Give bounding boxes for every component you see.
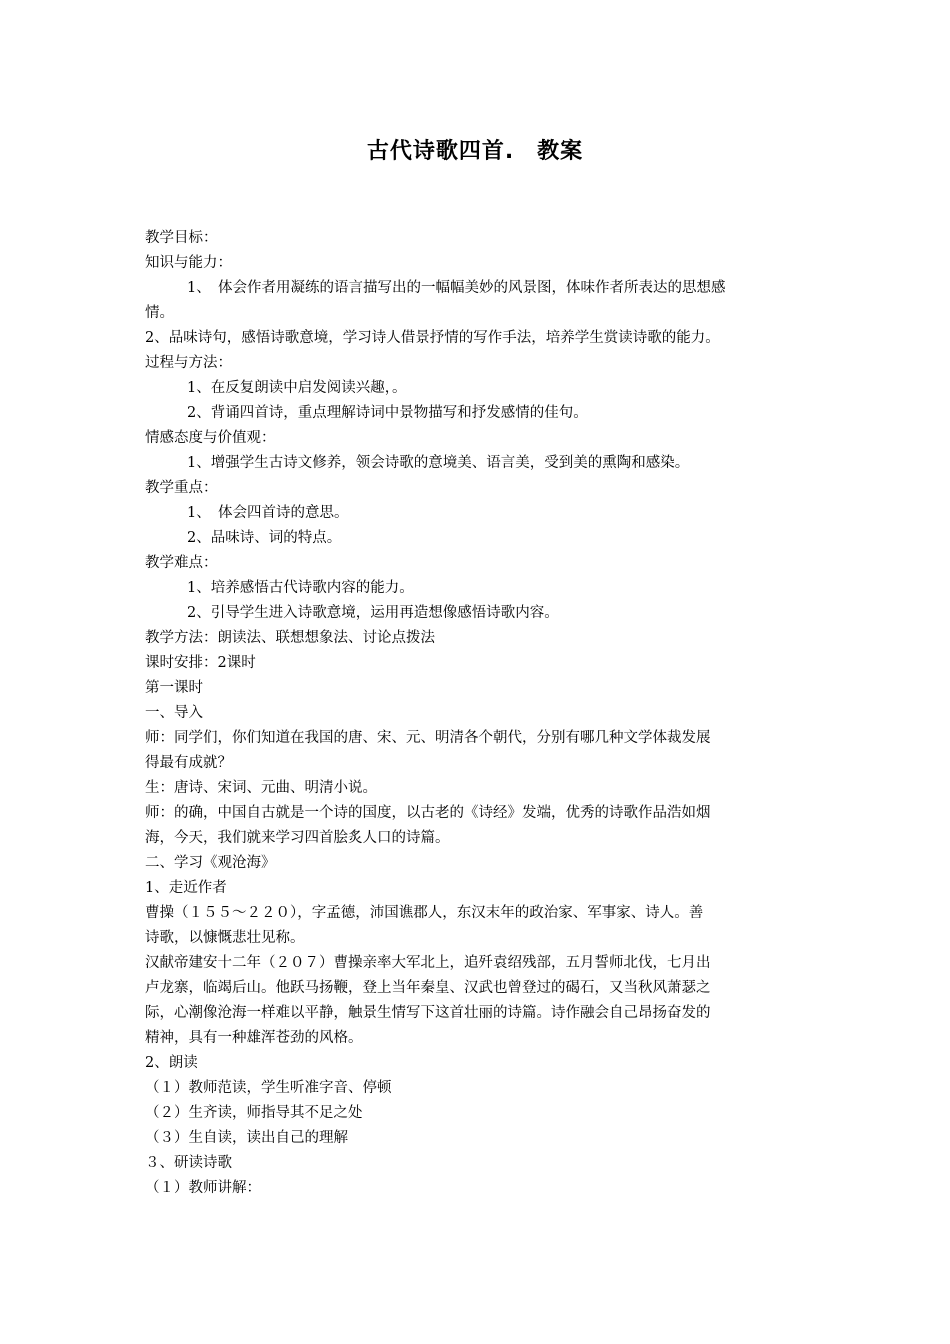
text-line: 际，心潮像沧海一样难以平静，触景生情写下这首壮丽的诗篇。诗作融会自己昂扬奋发的 [145,1005,711,1021]
text-line: 1、走近作者 [145,880,227,896]
text-line: 一、导入 [145,705,203,721]
text-line: 课时安排：2课时 [145,655,256,671]
text-line: （３）生自读，读出自己的理解 [145,1130,348,1146]
page-title: 古代诗歌四首. 教案 [366,139,584,164]
text-line: 情。 [145,305,174,321]
text-line: 生：唐诗、宋词、元曲、明清小说。 [145,780,377,796]
text-line: 教学目标： [145,230,218,246]
text-line: 师：同学们，你们知道在我国的唐、宋、元、明清各个朝代，分别有哪几种文学体裁发展 [145,730,711,746]
text-line: 海，今天，我们就来学习四首脍炙人口的诗篇。 [145,830,450,846]
text-line: 教学难点： [145,555,218,571]
text-line: 精神，具有一种雄浑苍劲的风格。 [145,1030,363,1046]
text-line: 卢龙寨，临竭后山。他跃马扬鞭，登上当年秦皇、汉武也曾登过的碣石，又当秋风萧瑟之 [145,980,711,996]
text-line: 1、增强学生古诗文修养，领会诗歌的意境美、语言美，受到美的熏陶和感染。 [187,455,690,471]
text-line: （２）生齐读，师指导其不足之处 [145,1105,363,1121]
text-line: 教学方法：朗读法、联想想象法、讨论点拨法 [145,630,435,646]
text-line: 教学重点： [145,480,218,496]
text-line: 1、在反复朗读中启发阅读兴趣，。 [187,380,407,396]
text-line: 情感态度与价值观： [145,430,276,446]
text-line: 诗歌，以慷慨悲壮见称。 [145,930,305,946]
text-line: 过程与方法： [145,355,232,371]
text-line: 二、学习《观沧海》 [145,855,276,871]
text-line: 师：的确，中国自古就是一个诗的国度，以古老的《诗经》发端，优秀的诗歌作品浩如烟 [145,805,711,821]
text-line: 1、 体会作者用凝练的语言描写出的一幅幅美妙的风景图，体味作者所表达的思想感 [187,280,726,296]
text-line: 1、 体会四首诗的意思。 [187,505,349,521]
text-line: 得最有成就？ [145,755,232,771]
text-line: 1、培养感悟古代诗歌内容的能力。 [187,580,414,596]
text-line: 2、品味诗句，感悟诗歌意境，学习诗人借景抒情的写作手法，培养学生赏读诗歌的能力。 [145,330,720,346]
text-line: 汉献帝建安十二年（２０７）曹操亲率大军北上，追歼袁绍残部，五月誓师北伐，七月出 [145,955,711,971]
text-line: （１）教师讲解： [145,1180,261,1196]
text-line: 曹操（１５５～２２０），字孟德，沛国谯郡人，东汉末年的政治家、军事家、诗人。善 [145,905,704,921]
text-line: 第一课时 [145,680,203,696]
text-line: ３、研读诗歌 [145,1155,232,1171]
text-line: 知识与能力： [145,255,232,271]
text-line: （１）教师范读，学生听准字音、停顿 [145,1080,392,1096]
document-body [145,226,810,1201]
text-line: 2、朗读 [145,1055,198,1071]
text-line: 2、背诵四首诗，重点理解诗词中景物描写和抒发感情的佳句。 [187,405,588,421]
text-line: 2、引导学生进入诗歌意境，运用再造想像感悟诗歌内容。 [187,605,559,621]
text-line: 2、品味诗、词的特点。 [187,530,342,546]
